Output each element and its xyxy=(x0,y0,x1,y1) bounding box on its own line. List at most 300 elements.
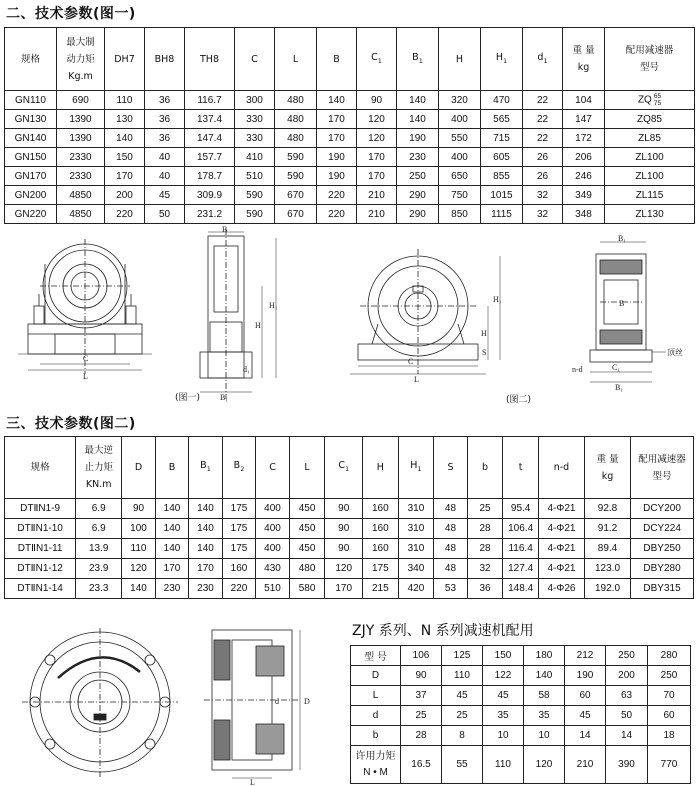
table-cell: 170 xyxy=(155,559,189,579)
fig2-label-b: B xyxy=(619,299,625,308)
table-cell: 690 xyxy=(57,91,105,110)
table-cell: 48 xyxy=(434,539,468,559)
section1-title: 二、技术参数(图一) xyxy=(6,6,136,22)
table-cell: 25 xyxy=(442,706,483,726)
zjy-row xyxy=(351,686,691,706)
table-cell: GN110 xyxy=(5,91,57,110)
table-cell: 60 xyxy=(565,686,606,706)
table-cell: 480 xyxy=(275,129,317,148)
table-cell: 206 xyxy=(563,148,605,167)
table-cell: 170 xyxy=(105,167,145,186)
table-cell: 250 xyxy=(648,666,691,686)
table-cell: 590 xyxy=(235,186,275,205)
header-d1: $d_1$ xyxy=(523,28,563,91)
table-cell: 510 xyxy=(256,579,290,599)
table-cell: 230 xyxy=(155,579,189,599)
table-cell: 231.2 xyxy=(185,205,235,224)
header-spec: 规格 xyxy=(5,28,57,91)
table-cell: 280 xyxy=(648,646,691,666)
table-cell: 50 xyxy=(606,706,648,726)
table-cell: 1015 xyxy=(481,186,523,205)
zjy-torque-label: 许用力矩 N • M xyxy=(351,746,401,784)
table-cell: GN150 xyxy=(5,148,57,167)
table-cell: 37 xyxy=(401,686,442,706)
table-cell: 348 xyxy=(563,205,605,224)
fig2-caption: (图二) xyxy=(506,395,532,405)
table-cell: 120 xyxy=(357,129,397,148)
table-cell: 450 xyxy=(289,499,325,519)
table-cell: 480 xyxy=(289,559,325,579)
fig2-front-view xyxy=(350,249,502,384)
table-cell: 565 xyxy=(481,110,523,129)
header-torque: 最大制 动力矩 Kg.m xyxy=(57,28,105,91)
table-cell: 147.4 xyxy=(185,129,235,148)
table-cell: 310 xyxy=(398,519,434,539)
table1-body xyxy=(5,91,695,224)
table-row xyxy=(5,499,694,519)
table-cell: DBY250 xyxy=(631,539,694,559)
table-cell: 750 xyxy=(439,186,481,205)
table-cell: 45 xyxy=(442,686,483,706)
section2-title: 三、技术参数(图二) xyxy=(6,416,136,432)
table-cell: 23.3 xyxy=(76,579,122,599)
table-cell: 160 xyxy=(222,559,256,579)
table1-header-row xyxy=(5,28,695,91)
table-cell: 190 xyxy=(317,148,357,167)
table-cell: 120 xyxy=(357,110,397,129)
table-cell: 480 xyxy=(275,91,317,110)
table-cell: 122 xyxy=(483,666,524,686)
table-cell: 170 xyxy=(357,167,397,186)
table-cell: 123.0 xyxy=(584,559,630,579)
table-cell: 210 xyxy=(357,186,397,205)
table-cell: 90 xyxy=(325,499,363,519)
table-cell: 2330 xyxy=(57,148,105,167)
header2-s: S xyxy=(434,437,468,499)
header-dh7: DH7 xyxy=(105,28,145,91)
technical-drawings xyxy=(0,224,699,410)
table-cell: 400 xyxy=(256,539,290,559)
header2-c1: $C_1$ xyxy=(325,437,363,499)
table-cell: 215 xyxy=(363,579,399,599)
table-cell: 13.9 xyxy=(76,539,122,559)
table-cell: 36 xyxy=(145,110,185,129)
table-cell: 22 xyxy=(523,91,563,110)
header2-b-small: b xyxy=(467,437,503,499)
backstop-front-view xyxy=(22,628,178,778)
table-cell: 140 xyxy=(155,499,189,519)
fig1-label-d1: d₁ xyxy=(243,365,250,374)
fig1-label-h: H xyxy=(255,321,261,330)
header2-c: C xyxy=(256,437,290,499)
table-cell: GN140 xyxy=(5,129,57,148)
table-cell: 290 xyxy=(397,205,439,224)
table-cell: 650 xyxy=(439,167,481,186)
table-cell: 100 xyxy=(122,519,156,539)
table-cell: 90 xyxy=(122,499,156,519)
table-cell: 190 xyxy=(397,129,439,148)
table-cell: 23.9 xyxy=(76,559,122,579)
table-cell: 28 xyxy=(467,539,503,559)
backstop-label-d-large: D xyxy=(304,697,310,706)
fig1-side-view xyxy=(200,225,278,402)
header-weight: 重 量 kg xyxy=(563,28,605,91)
fig2-section-view xyxy=(572,234,683,392)
table-cell: 91.2 xyxy=(584,519,630,539)
table-cell: 175 xyxy=(222,539,256,559)
fig2-label-jisi: 顶丝 xyxy=(667,348,683,357)
table-cell: 110 xyxy=(122,539,156,559)
fig2-label-c: C xyxy=(408,357,414,366)
table-cell: 6.9 xyxy=(76,499,122,519)
table-cell: 580 xyxy=(289,579,325,599)
zjy-torque-cell: 120 xyxy=(524,746,565,784)
table-cell: 26 xyxy=(523,167,563,186)
header2-b1: $B_1$ xyxy=(189,437,223,499)
table-cell: DTⅡN1-10 xyxy=(5,519,76,539)
table-cell: 90 xyxy=(325,539,363,559)
table-cell: 605 xyxy=(481,148,523,167)
table-cell: 160 xyxy=(363,539,399,559)
table-cell: 420 xyxy=(398,579,434,599)
table-cell: DBY315 xyxy=(631,579,694,599)
table-cell: DCY224 xyxy=(631,519,694,539)
table-cell: 850 xyxy=(439,205,481,224)
table-cell: 36 xyxy=(145,91,185,110)
table-cell: 220 xyxy=(105,205,145,224)
table-cell: 230 xyxy=(189,579,223,599)
table-cell: DBY280 xyxy=(631,559,694,579)
table-cell: 140 xyxy=(189,519,223,539)
table-cell: 28 xyxy=(401,726,442,746)
table-cell: 160 xyxy=(363,499,399,519)
table-cell: DCY200 xyxy=(631,499,694,519)
table-cell: 172 xyxy=(563,129,605,148)
header-h: H xyxy=(439,28,481,91)
table-cell: 90 xyxy=(357,91,397,110)
table-cell: GN200 xyxy=(5,186,57,205)
table-cell: DTⅡN1-9 xyxy=(5,499,76,519)
table-cell: GN220 xyxy=(5,205,57,224)
zjy-row xyxy=(351,726,691,746)
table-cell: 120 xyxy=(122,559,156,579)
zjy-title: ZJY 系列、N 系列减速机配用 xyxy=(352,623,534,639)
table-cell: 28 xyxy=(467,519,503,539)
zjy-row xyxy=(351,706,691,726)
table-cell: ZL100 xyxy=(605,148,695,167)
table-row xyxy=(5,579,694,599)
table-cell: 200 xyxy=(606,666,648,686)
table-cell: 40 xyxy=(145,167,185,186)
table-cell: 220 xyxy=(317,186,357,205)
table-row xyxy=(5,519,694,539)
fig1-label-l: L xyxy=(83,372,88,381)
table-cell: 140 xyxy=(397,110,439,129)
table-cell: 450 xyxy=(289,539,325,559)
zjy-torque-cell: 16.5 xyxy=(401,746,442,784)
header2-l: L xyxy=(289,437,325,499)
spec-table-1 xyxy=(4,27,695,224)
table-cell: 320 xyxy=(439,91,481,110)
zjy-row-label: 型 号 xyxy=(351,646,401,666)
table-cell: 22 xyxy=(523,129,563,148)
table-cell: 14 xyxy=(606,726,648,746)
table-cell: 430 xyxy=(256,559,290,579)
spec-table-2 xyxy=(4,436,694,599)
table-cell: 140 xyxy=(189,499,223,519)
table-cell: GN130 xyxy=(5,110,57,129)
zjy-torque-cell: 210 xyxy=(565,746,606,784)
table-cell: 137.4 xyxy=(185,110,235,129)
table-cell: 330 xyxy=(235,110,275,129)
zjy-table xyxy=(350,645,691,784)
table-cell: 230 xyxy=(397,148,439,167)
header-c: C xyxy=(235,28,275,91)
table-cell: 2330 xyxy=(57,167,105,186)
table-cell: ZQ 65 75 xyxy=(605,91,695,110)
table-cell: 147 xyxy=(563,110,605,129)
table-cell: 10 xyxy=(483,726,524,746)
header2-torque: 最大逆 止力矩 KN.m xyxy=(76,437,122,499)
backstop-label-d: d xyxy=(275,697,279,706)
table-cell: 400 xyxy=(439,148,481,167)
table-cell: 32 xyxy=(467,559,503,579)
header-th8: TH8 xyxy=(185,28,235,91)
table-cell: 160 xyxy=(363,519,399,539)
table-cell: 120 xyxy=(325,559,363,579)
table-cell: 8 xyxy=(442,726,483,746)
table-cell: 18 xyxy=(648,726,691,746)
table-cell: 116.4 xyxy=(503,539,539,559)
table-cell: 330 xyxy=(235,129,275,148)
table-cell: 178.7 xyxy=(185,167,235,186)
table-cell: 310 xyxy=(398,499,434,519)
table-cell: 40 xyxy=(145,148,185,167)
table-row xyxy=(5,186,695,205)
table-cell: 210 xyxy=(357,205,397,224)
table-cell: 70 xyxy=(648,686,691,706)
header2-d: D xyxy=(122,437,156,499)
table-cell: 35 xyxy=(483,706,524,726)
table-cell: 510 xyxy=(235,167,275,186)
table-cell: 127.4 xyxy=(503,559,539,579)
table-cell: 310 xyxy=(398,539,434,559)
table-cell: 670 xyxy=(275,186,317,205)
header-c1: $C_1$ xyxy=(357,28,397,91)
fig2-label-b1-top: B₁ xyxy=(618,234,627,243)
table-cell: 670 xyxy=(275,205,317,224)
header-bh8: BH8 xyxy=(145,28,185,91)
table-cell: 148.4 xyxy=(503,579,539,599)
table-cell: 1390 xyxy=(57,110,105,129)
header2-spec: 规格 xyxy=(5,437,76,499)
table-cell: 4-Φ21 xyxy=(538,519,584,539)
table-cell: 140 xyxy=(317,91,357,110)
zjy-table-body xyxy=(351,646,691,746)
zjy-row xyxy=(351,646,691,666)
table-cell: 300 xyxy=(235,91,275,110)
table-cell: 32 xyxy=(523,186,563,205)
table-cell: 92.8 xyxy=(584,499,630,519)
fig2-label-l: L xyxy=(414,375,419,384)
table-cell: 95.4 xyxy=(503,499,539,519)
table-cell: 125 xyxy=(442,646,483,666)
fig2-label-c1: C₁ xyxy=(612,363,621,372)
table-cell: 590 xyxy=(275,148,317,167)
table-cell: 590 xyxy=(275,167,317,186)
fig2-label-nd: n-d xyxy=(572,365,583,374)
table-cell: 150 xyxy=(483,646,524,666)
table-cell: 200 xyxy=(105,186,145,205)
table-cell: 45 xyxy=(145,186,185,205)
table-cell: 53 xyxy=(434,579,468,599)
table-cell: 550 xyxy=(439,129,481,148)
table-cell: 250 xyxy=(397,167,439,186)
table-cell: GN170 xyxy=(5,167,57,186)
table-cell: ZL115 xyxy=(605,186,695,205)
table-cell: 26 xyxy=(523,148,563,167)
header2-b2: $B_2$ xyxy=(222,437,256,499)
table-cell: 140 xyxy=(397,91,439,110)
table-cell: 175 xyxy=(222,519,256,539)
table-cell: 450 xyxy=(289,519,325,539)
header2-weight: 重 量 kg xyxy=(584,437,630,499)
table-cell: 349 xyxy=(563,186,605,205)
fig1-label-b1: B₁ xyxy=(220,393,229,402)
table-cell: 400 xyxy=(439,110,481,129)
zjy-torque-row xyxy=(351,746,691,784)
table-cell: ZL130 xyxy=(605,205,695,224)
table-cell: 116.7 xyxy=(185,91,235,110)
table-cell: 170 xyxy=(317,129,357,148)
table-cell: 6.9 xyxy=(76,519,122,539)
table-row xyxy=(5,91,695,110)
header2-b: B xyxy=(155,437,189,499)
table-cell: 140 xyxy=(122,579,156,599)
table-cell: 14 xyxy=(565,726,606,746)
table-cell: 48 xyxy=(434,499,468,519)
table-cell: 170 xyxy=(357,148,397,167)
header-reducer: 配用减速器 型号 xyxy=(605,28,695,91)
table-cell: 340 xyxy=(398,559,434,579)
table-cell: 140 xyxy=(155,519,189,539)
zjy-torque-cell: 110 xyxy=(483,746,524,784)
table-cell: 150 xyxy=(105,148,145,167)
table-cell: 10 xyxy=(524,726,565,746)
table-cell: 63 xyxy=(606,686,648,706)
fig2-label-h: H xyxy=(481,329,487,338)
table-cell: 1115 xyxy=(481,205,523,224)
table-cell: ZQ85 xyxy=(605,110,695,129)
table-cell: 45 xyxy=(483,686,524,706)
zjy-row-label: d xyxy=(351,706,401,726)
zjy-torque-cell: 55 xyxy=(442,746,483,784)
zjy-row xyxy=(351,666,691,686)
zjy-torque-cell: 770 xyxy=(648,746,691,784)
table-cell: 246 xyxy=(563,167,605,186)
table-cell: 36 xyxy=(467,579,503,599)
table-cell: 140 xyxy=(189,539,223,559)
table-cell: 25 xyxy=(401,706,442,726)
table-cell: 140 xyxy=(524,666,565,686)
table-cell: 170 xyxy=(189,559,223,579)
fig2-label-s: S xyxy=(482,348,487,357)
fig2-label-h1: H₁ xyxy=(493,295,502,304)
table-cell: 4-Φ21 xyxy=(538,539,584,559)
table-cell: 170 xyxy=(317,110,357,129)
fig1-caption: (图一) xyxy=(175,393,201,403)
table-cell: 89.4 xyxy=(584,539,630,559)
fig1-front-view xyxy=(18,239,152,381)
table-cell: 4850 xyxy=(57,205,105,224)
table-cell: 4850 xyxy=(57,186,105,205)
bottom-drawings xyxy=(0,620,345,786)
table-row xyxy=(5,167,695,186)
table-cell: 410 xyxy=(235,148,275,167)
zjy-torque-cell: 390 xyxy=(606,746,648,784)
table-row xyxy=(5,110,695,129)
table-cell: 4-Φ21 xyxy=(538,499,584,519)
table-cell: 170 xyxy=(325,579,363,599)
header2-reducer: 配用减速器 型号 xyxy=(631,437,694,499)
fig2-label-b1-bottom: B₁ xyxy=(615,383,624,392)
table-cell: 192.0 xyxy=(584,579,630,599)
table-row xyxy=(5,559,694,579)
table-cell: 175 xyxy=(363,559,399,579)
table-cell: 212 xyxy=(565,646,606,666)
table-cell: 190 xyxy=(317,167,357,186)
header2-nd: n-d xyxy=(538,437,584,499)
table-cell: 1390 xyxy=(57,129,105,148)
table-cell: 220 xyxy=(317,205,357,224)
table-cell: 290 xyxy=(397,186,439,205)
table-cell: 180 xyxy=(524,646,565,666)
table-cell: 36 xyxy=(145,129,185,148)
table-cell: 32 xyxy=(523,205,563,224)
reducer-fraction-bottom: 75 xyxy=(653,100,662,107)
table-row xyxy=(5,205,695,224)
table-cell: 48 xyxy=(434,519,468,539)
table-cell: 106.4 xyxy=(503,519,539,539)
table-cell: 715 xyxy=(481,129,523,148)
table-cell: 140 xyxy=(155,539,189,559)
header-l: L xyxy=(275,28,317,91)
backstop-label-l: L xyxy=(250,778,255,786)
table-cell: 480 xyxy=(275,110,317,129)
table-cell: 50 xyxy=(145,205,185,224)
table-cell: 45 xyxy=(565,706,606,726)
table-cell: 35 xyxy=(524,706,565,726)
table-cell: 22 xyxy=(523,110,563,129)
table-cell: 25 xyxy=(467,499,503,519)
table-cell: 400 xyxy=(256,519,290,539)
header-h1: $H_1$ xyxy=(481,28,523,91)
zjy-row-label: b xyxy=(351,726,401,746)
header-b: B xyxy=(317,28,357,91)
table-cell: 106 xyxy=(401,646,442,666)
zjy-row-label: L xyxy=(351,686,401,706)
table-cell: DTⅡN1-14 xyxy=(5,579,76,599)
reducer-fraction-top: 65 xyxy=(653,93,662,100)
header2-h: H xyxy=(363,437,399,499)
table-cell: 4-Φ21 xyxy=(538,559,584,579)
table-cell: 470 xyxy=(481,91,523,110)
table-cell: 60 xyxy=(648,706,691,726)
header2-h1: $H_1$ xyxy=(398,437,434,499)
table-cell: 48 xyxy=(434,559,468,579)
table-cell: 130 xyxy=(105,110,145,129)
table-cell: DTⅡN1-11 xyxy=(5,539,76,559)
